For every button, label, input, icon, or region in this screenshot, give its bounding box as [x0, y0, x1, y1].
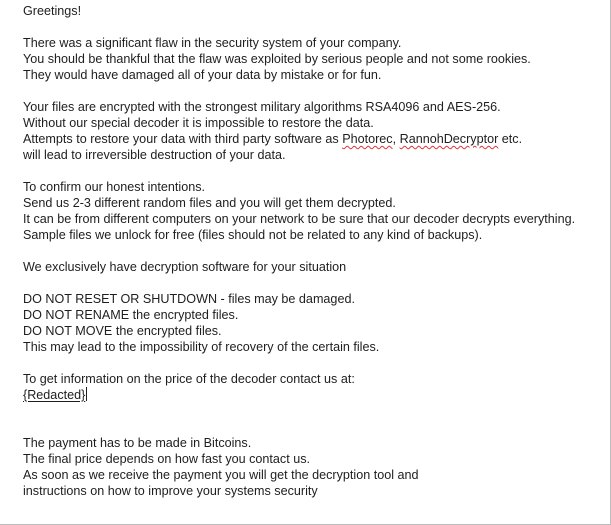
separator-text: , — [392, 132, 400, 146]
exclusive-line: We exclusively have decryption software for your situation — [23, 260, 347, 274]
encryption-line-suffix: etc. — [498, 132, 523, 146]
greeting-line: Greetings! — [23, 4, 82, 18]
intro-line: They would have damaged all of your data by mistake or for fun. — [23, 68, 382, 82]
intro-line: You should be thankful that the flaw was exploited by serious people and not some rookies. — [23, 52, 531, 66]
confirm-line: It can be from different computers on your network to be sure that our decoder decrypts everything. — [23, 212, 576, 226]
blank-line — [23, 83, 575, 99]
contact-address[interactable]: {Redacted} — [23, 388, 86, 402]
blank-line — [23, 163, 575, 179]
warning-line: DO NOT RENAME the encrypted files. — [23, 308, 239, 322]
blank-line — [23, 355, 575, 371]
contact-instruction-line: To get information on the price of the decoder contact us at: — [23, 372, 355, 386]
blank-line — [23, 243, 575, 259]
warning-line: DO NOT MOVE the encrypted files. — [23, 324, 222, 338]
payment-line: instructions on how to improve your systems security — [23, 484, 318, 498]
encryption-line: will lead to irreversible destruction of your data. — [23, 148, 286, 162]
warning-line: This may lead to the impossibility of recovery of the certain files. — [23, 340, 380, 354]
blank-line — [23, 19, 575, 35]
blank-line — [23, 403, 575, 419]
payment-line: The payment has to be made in Bitcoins. — [23, 436, 252, 450]
intro-line: There was a significant flaw in the security system of your company. — [23, 36, 402, 50]
encryption-line-prefix: Attempts to restore your data with third party software as — [23, 132, 343, 146]
misspelled-word-rannohdecryptor[interactable]: RannohDecryptor — [399, 132, 499, 146]
payment-line: As soon as we receive the payment you will get the decryption tool and — [23, 468, 419, 482]
encryption-line: Your files are encrypted with the strongest military algorithms RSA4096 and AES-256. — [23, 100, 501, 114]
blank-line — [23, 275, 575, 291]
text-cursor — [86, 387, 87, 401]
encryption-line — [23, 131, 575, 147]
contact-address-line — [23, 387, 575, 403]
blank-line — [23, 419, 575, 435]
confirm-line: Sample files we unlock for free (files should not be related to any kind of backups). — [23, 228, 483, 242]
warning-line: DO NOT RESET OR SHUTDOWN - files may be damaged. — [23, 292, 355, 306]
confirm-line: Send us 2-3 different random files and you will get them decrypted. — [23, 196, 396, 210]
misspelled-word-photorec[interactable]: Photorec — [342, 132, 393, 146]
payment-line: The final price depends on how fast you contact us. — [23, 452, 311, 466]
confirm-line: To confirm our honest intentions. — [23, 180, 206, 194]
ransom-note-text[interactable] — [23, 3, 575, 499]
encryption-line: Without our special decoder it is impossible to restore the data. — [23, 116, 374, 130]
